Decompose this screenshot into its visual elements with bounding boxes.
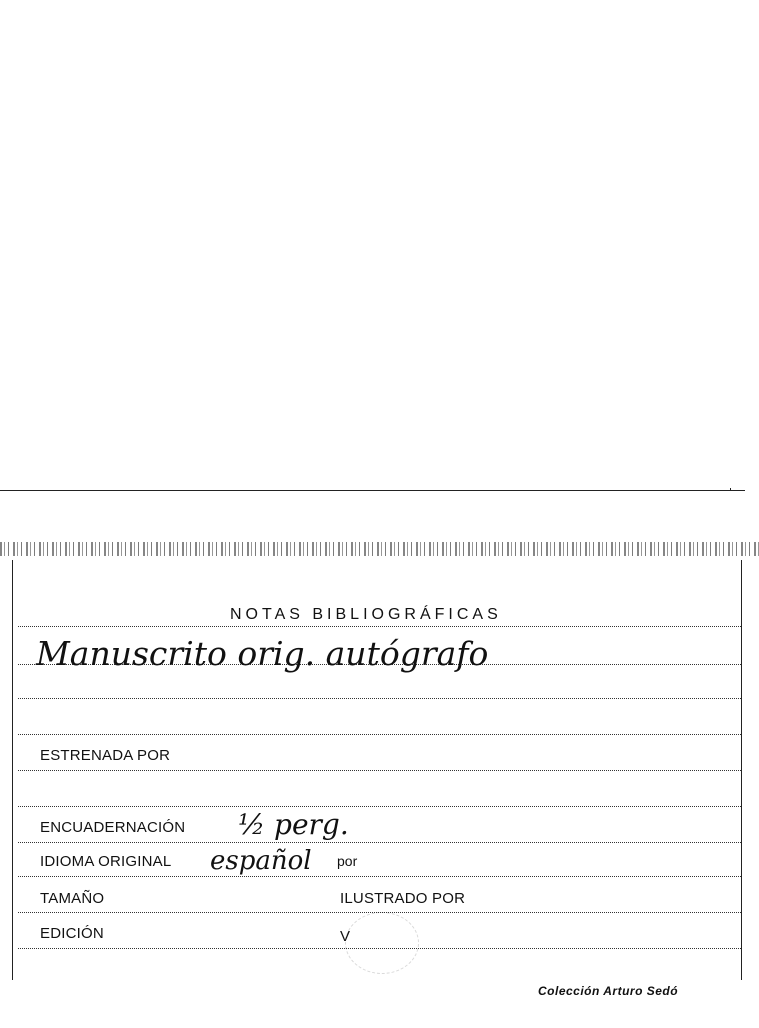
- ruled-line: [18, 770, 741, 771]
- ruled-line: [18, 876, 741, 877]
- card-bottom-border: [0, 490, 745, 491]
- size-label: TAMAÑO: [40, 890, 105, 907]
- v-label: V: [340, 928, 351, 945]
- premiered-by-label: ESTRENADA POR: [40, 747, 171, 764]
- card-left-border: [12, 560, 13, 980]
- edition-label-back: EDICIÓN: [40, 925, 104, 942]
- ruled-line: [18, 626, 741, 627]
- original-language-label: IDIOMA ORIGINAL: [40, 853, 172, 870]
- illustrated-by-label: ILUSTRADO POR: [340, 890, 466, 907]
- blind-stamp: [345, 912, 419, 974]
- ruled-line: [18, 806, 741, 807]
- notes-value: Manuscrito orig. autógrafo: [36, 634, 489, 673]
- ruled-line: [18, 842, 741, 843]
- collection-footer: Colección Arturo Sedó: [538, 984, 679, 998]
- card-top-edge: [0, 542, 759, 556]
- ruled-line: [18, 734, 741, 735]
- bibliographic-notes-heading: NOTAS BIBLIOGRÁFICAS: [230, 606, 502, 623]
- original-language-value: español: [210, 846, 312, 876]
- card-right-border: [741, 560, 742, 980]
- ruled-line: [18, 698, 741, 699]
- binding-value: ½ perg.: [238, 808, 349, 841]
- binding-label: ENCUADERNACIÓN: [40, 819, 186, 836]
- por-label: por: [337, 853, 358, 869]
